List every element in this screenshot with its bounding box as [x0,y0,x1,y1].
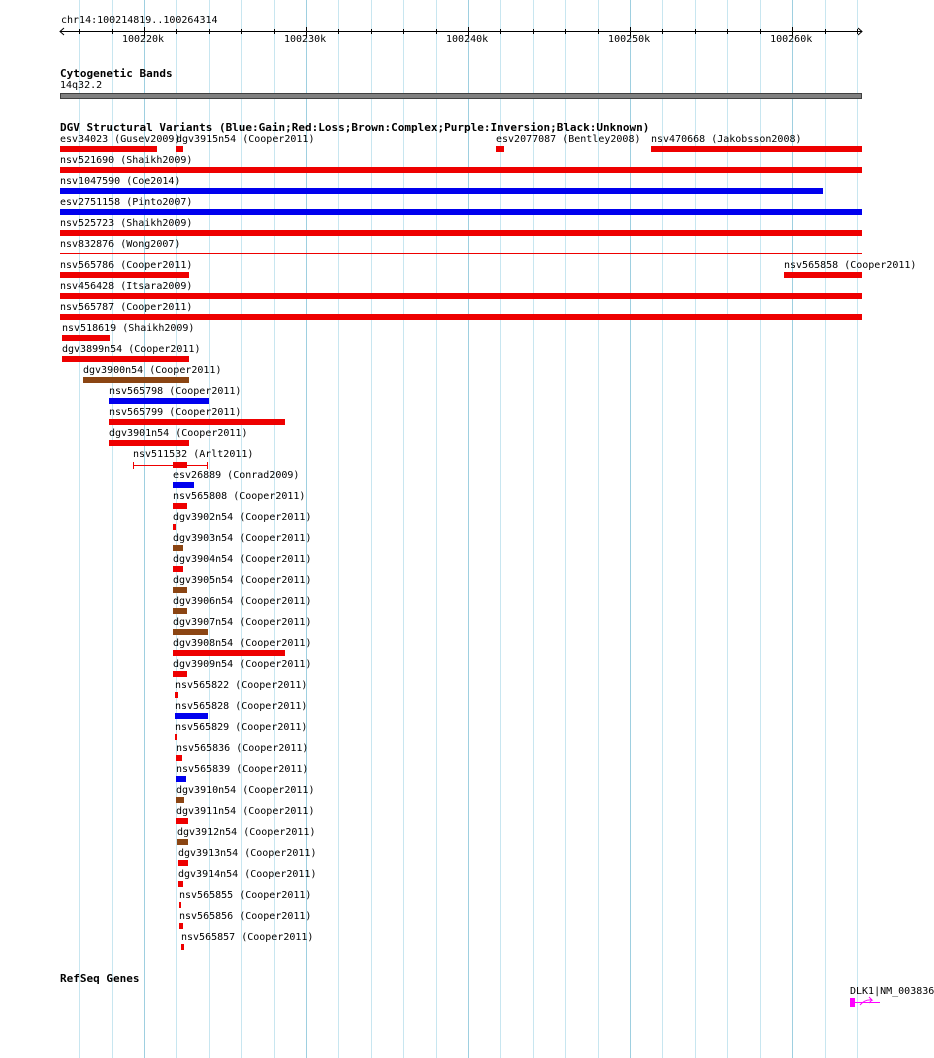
ruler-tick-label: 100260k [770,34,813,45]
variant-label: nsv565786 (Cooper2011) [60,260,193,271]
variant-bar[interactable] [83,377,189,383]
variant-bar[interactable] [60,272,189,278]
variant-bar[interactable] [173,650,285,656]
variant-bar[interactable] [175,713,208,719]
variant-bar[interactable] [173,503,187,509]
variant-label: dgv3914n54 (Cooper2011) [178,869,317,880]
gene-strand-arrow-icon [860,997,872,1005]
variant-bar[interactable] [62,356,189,362]
variant-label: dgv3904n54 (Cooper2011) [173,554,312,565]
variant-bar[interactable] [173,629,208,635]
variant-bar[interactable] [176,818,188,824]
variant-label: dgv3907n54 (Cooper2011) [173,617,312,628]
variant-bar[interactable] [175,734,177,740]
variant-bar[interactable] [181,944,184,950]
variant-label: nsv832876 (Wong2007) [60,239,181,250]
variant-label: nsv565808 (Cooper2011) [173,491,306,502]
variant-label: nsv565799 (Cooper2011) [109,407,242,418]
variant-label: esv2751158 (Pinto2007) [60,197,193,208]
variant-label: dgv3908n54 (Cooper2011) [173,638,312,649]
variant-label: nsv525723 (Shaikh2009) [60,218,193,229]
variant-label: dgv3915n54 (Cooper2011) [176,134,315,145]
variant-label: nsv470668 (Jakobsson2008) [651,134,802,145]
variant-bar[interactable] [0,461,890,469]
variant-bar[interactable] [178,881,183,887]
variant-label: nsv565829 (Cooper2011) [175,722,308,733]
variant-label: nsv565839 (Cooper2011) [176,764,309,775]
variant-label: dgv3911n54 (Cooper2011) [176,806,315,817]
cytoband-bar[interactable] [60,93,862,99]
variant-bar[interactable] [60,293,862,299]
variant-bar[interactable] [60,167,862,173]
variant-bar[interactable] [173,587,187,593]
variant-bar[interactable] [60,230,862,236]
variant-bar[interactable] [179,902,181,908]
variant-label: nsv518619 (Shaikh2009) [62,323,195,334]
variant-label: dgv3905n54 (Cooper2011) [173,575,312,586]
gene-label: DLK1|NM_003836 [850,986,934,997]
variant-bar[interactable] [176,755,182,761]
variant-bar[interactable] [784,272,862,278]
variant-bar[interactable] [179,923,183,929]
variant-bar[interactable] [60,209,862,215]
variant-label: nsv1047590 (Coe2014) [60,176,181,187]
variant-label: nsv565787 (Cooper2011) [60,302,193,313]
variant-label: dgv3901n54 (Cooper2011) [109,428,248,439]
variant-bar[interactable] [109,398,209,404]
variant-bar[interactable] [173,524,176,530]
variant-bar[interactable] [109,440,189,446]
variant-bar[interactable] [60,253,862,254]
variant-label: esv26889 (Conrad2009) [173,470,300,481]
cytoband-label: 14q32.2 [60,80,103,91]
variant-label: nsv565836 (Cooper2011) [176,743,309,754]
variant-label: nsv511532 (Arlt2011) [133,449,254,460]
variant-bar[interactable] [176,797,184,803]
variant-label: nsv521690 (Shaikh2009) [60,155,193,166]
variant-label: nsv456428 (Itsara2009) [60,281,193,292]
variant-label: nsv565828 (Cooper2011) [175,701,308,712]
variant-bar[interactable] [62,335,110,341]
variant-label: dgv3906n54 (Cooper2011) [173,596,312,607]
variant-bar[interactable] [60,146,157,152]
variant-bar[interactable] [173,545,183,551]
variant-bar[interactable] [178,860,188,866]
ruler-tick-label: 100220k [121,34,165,45]
variant-label: dgv3900n54 (Cooper2011) [83,365,222,376]
variant-label: nsv565858 (Cooper2011) [784,260,917,271]
variant-label: nsv565856 (Cooper2011) [179,911,312,922]
ruler-tick-label: 100230k [283,34,327,45]
variant-bar[interactable] [175,692,178,698]
variant-label: dgv3902n54 (Cooper2011) [173,512,312,523]
dgv-track-title: DGV Structural Variants (Blue:Gain;Red:Loss;Brown:Complex;Purple:Inversion;Black:Unknown) [60,121,650,134]
variant-label: dgv3910n54 (Cooper2011) [176,785,315,796]
variant-bar[interactable] [176,776,186,782]
variant-bar[interactable] [176,146,183,152]
gene-glyph[interactable] [850,996,890,1010]
variant-label: dgv3903n54 (Cooper2011) [173,533,312,544]
variant-bar[interactable] [496,146,504,152]
gene-exon [850,998,855,1007]
variant-bar[interactable] [173,482,194,488]
variant-label: nsv565798 (Cooper2011) [109,386,242,397]
ruler-tick-label: 100250k [608,34,651,45]
variant-bar[interactable] [60,314,862,320]
region-label: chr14:100214819..100264314 [61,15,218,26]
variant-bar[interactable] [60,188,823,194]
refseq-track-title: RefSeq Genes [60,972,140,985]
variant-label: nsv565822 (Cooper2011) [175,680,308,691]
variant-label: esv2077087 (Bentley2008) [496,134,641,145]
variant-bar[interactable] [173,671,187,677]
variant-label: esv34023 (Gusev2009) [60,134,181,145]
variant-bar[interactable] [173,608,187,614]
variant-label: dgv3912n54 (Cooper2011) [177,827,316,838]
cytoband-track-title: Cytogenetic Bands [60,67,173,80]
variant-label: dgv3913n54 (Cooper2011) [178,848,317,859]
variant-bar[interactable] [173,566,183,572]
variant-label: dgv3899n54 (Cooper2011) [62,344,201,355]
variant-label: dgv3909n54 (Cooper2011) [173,659,312,670]
variant-label: nsv565855 (Cooper2011) [179,890,312,901]
variant-label: nsv565857 (Cooper2011) [181,932,314,943]
variant-bar[interactable] [177,839,188,845]
variant-bar[interactable] [651,146,862,152]
ruler-tick-label: 100240k [446,34,489,45]
variant-core [173,462,187,468]
variant-bar[interactable] [109,419,285,425]
